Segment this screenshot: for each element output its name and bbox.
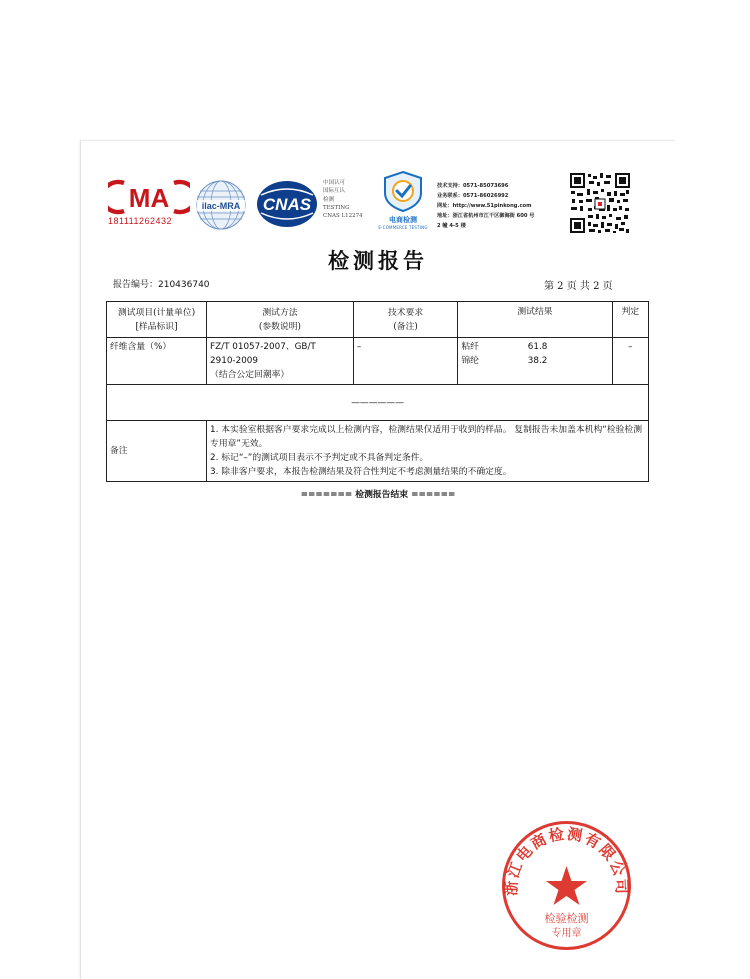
fiber-name: 粘纤 bbox=[461, 342, 479, 352]
seal-center-line2: 专用章 bbox=[551, 928, 582, 939]
method-line: FZ/T 01057-2007、GB/T bbox=[210, 342, 316, 352]
cnas-line: CNAS L12274 bbox=[323, 213, 363, 220]
report-number: 报告编号：210436740 bbox=[113, 280, 210, 290]
note-item: 1. 本实验室根据客户要求完成以上检测内容，检测结果仅适用于收到的样品。 复制报告未加盖本机构“检验检测专用章”无效。 bbox=[210, 425, 643, 449]
contact-info bbox=[437, 181, 567, 231]
company-seal bbox=[499, 818, 634, 953]
ilac-globe-icon bbox=[195, 179, 247, 231]
ilac-mra-logo bbox=[195, 179, 247, 231]
results-table bbox=[106, 301, 649, 482]
header-method bbox=[207, 302, 354, 338]
cell-method bbox=[207, 338, 354, 385]
page-info: 第 2 页 共 2 页 bbox=[544, 281, 613, 292]
ecommerce-english: E-COMMERCE TESTING bbox=[378, 225, 428, 230]
cnas-line: 国际互认 bbox=[323, 188, 346, 195]
seal-ring-text: 浙江电商检测有限公司 bbox=[502, 824, 631, 897]
header-item bbox=[107, 302, 207, 338]
seal-star-icon bbox=[499, 818, 634, 953]
header-method-line2: (参数说明) bbox=[258, 321, 301, 332]
cma-emblem-icon bbox=[108, 179, 190, 215]
header-req-line1: 技术要求 bbox=[388, 307, 424, 318]
header-req-line2: (备注) bbox=[393, 321, 418, 332]
cnas-logo bbox=[255, 179, 319, 229]
ecommerce-testing-logo bbox=[373, 169, 433, 231]
header-result-label: 测试结果 bbox=[517, 307, 553, 317]
note-item: 3. 除非客户要求，本报告检测结果及符合性判定不考虑测量结果的不确定度。 bbox=[210, 467, 512, 477]
header-method-line1: 测试方法 bbox=[262, 307, 298, 318]
shield-check-icon bbox=[373, 169, 433, 213]
ilac-text: ilac-MRA bbox=[201, 201, 241, 211]
header-judgement bbox=[612, 302, 648, 338]
cell-judgement: – bbox=[612, 338, 648, 385]
report-page bbox=[80, 140, 675, 979]
header-requirement bbox=[353, 302, 458, 338]
result-line bbox=[461, 340, 547, 354]
address-line: 地址：浙江省杭州市江干区御海街 600 号 bbox=[437, 213, 535, 219]
notes-cell bbox=[207, 421, 649, 482]
header-item-line1: 测试项目(计量单位) bbox=[117, 307, 196, 318]
separator-cell: —————— bbox=[107, 385, 649, 421]
method-line: （结合公定回潮率） bbox=[210, 370, 290, 380]
table-row bbox=[107, 338, 649, 385]
cell-results bbox=[458, 338, 612, 385]
report-end-marker: ======= 检测报告结束 ====== bbox=[300, 490, 456, 500]
cnas-letters: CNAS bbox=[262, 195, 312, 214]
seal-center-line1: 检验检测 bbox=[544, 912, 589, 925]
note-item: 2. 标记“–”的测试项目表示不予判定或不具备判定条件。 bbox=[210, 453, 429, 463]
fiber-value: 61.8 bbox=[527, 342, 548, 352]
report-title: 检测报告 bbox=[328, 248, 428, 273]
method-line: 2910-2009 bbox=[210, 356, 258, 366]
cnas-accreditation-text bbox=[323, 179, 373, 220]
header-item-line2: [样品标识] bbox=[135, 321, 178, 332]
business-line: 业务联系：0571-86026992 bbox=[437, 193, 509, 199]
header-result bbox=[458, 302, 612, 338]
cma-logo bbox=[108, 179, 190, 227]
separator-row bbox=[107, 385, 649, 421]
address-line-2: 2 幢 4-5 楼 bbox=[437, 223, 466, 229]
cell-requirement: – bbox=[353, 338, 458, 385]
result-line bbox=[461, 354, 547, 368]
website-line: 网址：http://www.51pinkong.com bbox=[437, 203, 532, 209]
notes-row bbox=[107, 421, 649, 482]
table-header-row bbox=[107, 302, 649, 338]
cma-number: 181111262432 bbox=[108, 216, 173, 226]
notes-label: 备注 bbox=[107, 421, 207, 482]
qr-code bbox=[569, 172, 631, 234]
ecommerce-name: 电商检测 bbox=[389, 216, 417, 224]
cnas-line: 检测 bbox=[323, 196, 335, 203]
fiber-value: 38.2 bbox=[527, 356, 548, 366]
qr-code-icon bbox=[569, 172, 631, 234]
cnas-line: 中国认可 bbox=[323, 180, 346, 186]
cell-item: 纤维含量（%） bbox=[107, 338, 207, 385]
cma-letters: MA bbox=[128, 183, 170, 213]
cnas-emblem-icon bbox=[255, 179, 319, 229]
header-judgement-label: 判定 bbox=[621, 307, 640, 317]
tech-support-line: 技术支持：0571-85073696 bbox=[437, 183, 509, 189]
fiber-name: 锦纶 bbox=[461, 356, 479, 366]
cnas-line: TESTING bbox=[323, 204, 350, 211]
